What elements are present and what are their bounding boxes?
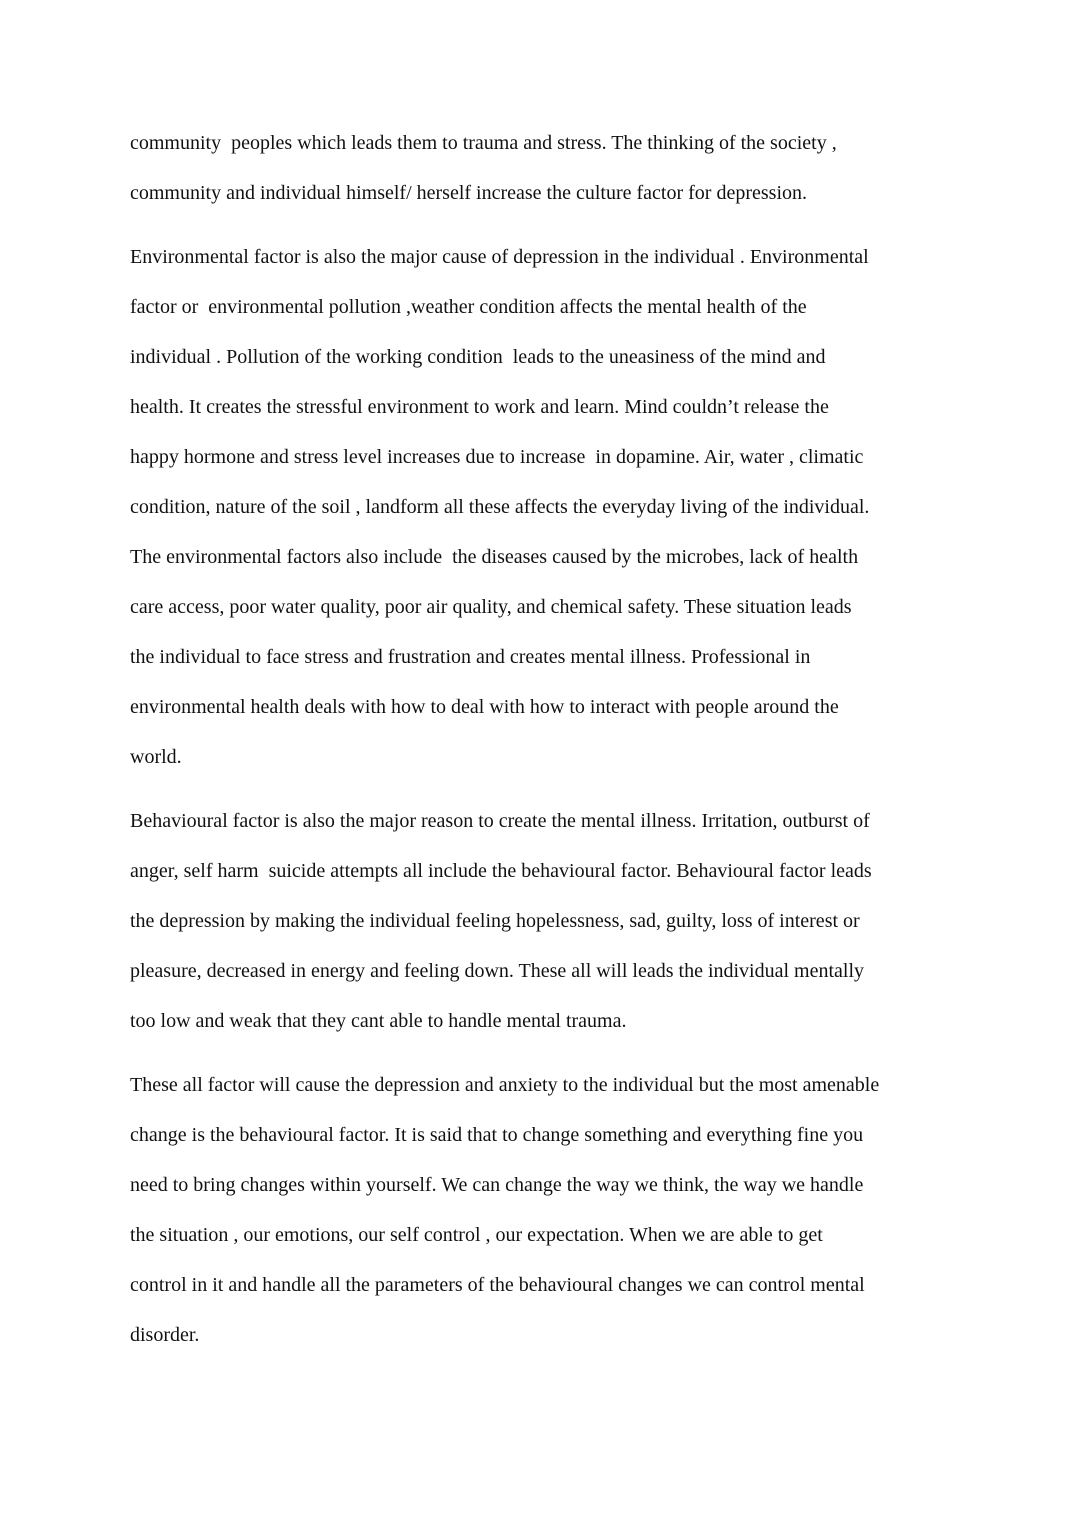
text-line: happy hormone and stress level increases due to increase in dopamine. Air, water , climatic <box>130 446 864 468</box>
paragraph-culture-factor <box>130 118 960 218</box>
text-line: community peoples which leads them to trauma and stress. The thinking of the society , <box>130 132 837 154</box>
text-line: too low and weak that they cant able to handle mental trauma. <box>130 1010 627 1032</box>
text-line: the individual to face stress and frustration and creates mental illness. Professional in <box>130 646 811 668</box>
text-line: Behavioural factor is also the major reason to create the mental illness. Irritation, outburst of <box>130 810 870 832</box>
text-line: individual . Pollution of the working condition leads to the uneasiness of the mind and <box>130 346 826 368</box>
text-line: the depression by making the individual feeling hopelessness, sad, guilty, loss of interest or <box>130 910 860 932</box>
text-line: control in it and handle all the parameters of the behavioural changes we can control mental <box>130 1274 865 1296</box>
paragraph-behavioural-factor <box>130 796 960 1046</box>
text-line: These all factor will cause the depression and anxiety to the individual but the most amenable <box>130 1074 880 1096</box>
text-line: environmental health deals with how to deal with how to interact with people around the <box>130 696 839 718</box>
text-line: health. It creates the stressful environment to work and learn. Mind couldn’t release the <box>130 396 829 418</box>
text-line: need to bring changes within yourself. We can change the way we think, the way we handle <box>130 1174 864 1196</box>
paragraph-environmental-factor <box>130 232 960 782</box>
text-line: The environmental factors also include the diseases caused by the microbes, lack of health <box>130 546 859 568</box>
text-line: the situation , our emotions, our self control , our expectation. When we are able to get <box>130 1224 823 1246</box>
text-line: factor or environmental pollution ,weather condition affects the mental health of the <box>130 296 807 318</box>
text-line: pleasure, decreased in energy and feeling down. These all will leads the individual mentally <box>130 960 865 982</box>
text-line: Environmental factor is also the major cause of depression in the individual . Environmental <box>130 246 869 268</box>
text-line: disorder. <box>130 1324 200 1346</box>
text-line: anger, self harm suicide attempts all include the behavioural factor. Behavioural factor leads <box>130 860 872 882</box>
text-line: community and individual himself/ herself increase the culture factor for depression. <box>130 182 808 204</box>
document-body <box>130 118 960 1374</box>
paragraph-conclusion <box>130 1060 960 1360</box>
text-line: world. <box>130 746 182 768</box>
text-line: care access, poor water quality, poor air quality, and chemical safety. These situation leads <box>130 596 852 618</box>
text-line: change is the behavioural factor. It is said that to change something and everything fine you <box>130 1124 864 1146</box>
text-line: condition, nature of the soil , landform all these affects the everyday living of the individual. <box>130 496 870 518</box>
